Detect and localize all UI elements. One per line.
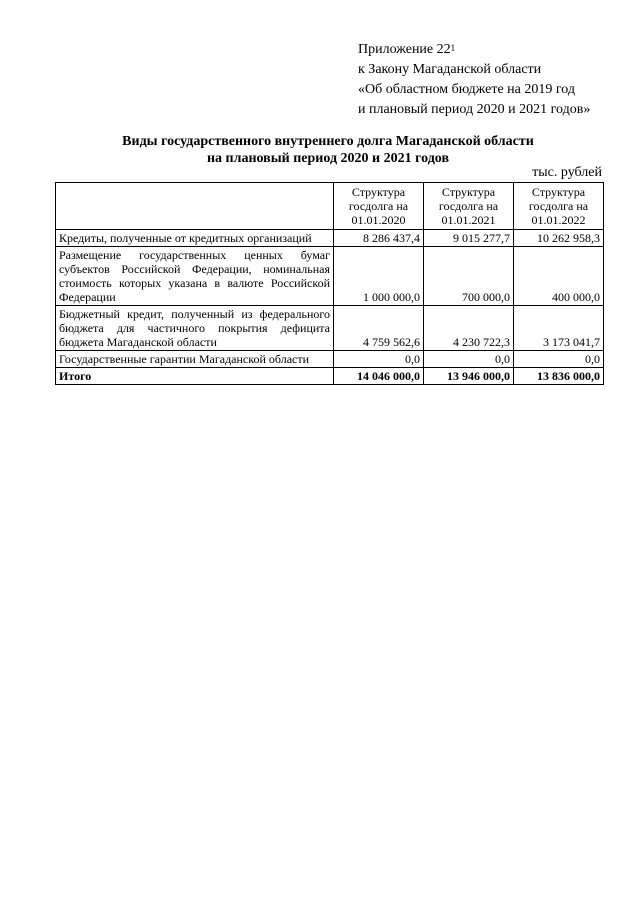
row-value-2022: 400 000,0 xyxy=(514,247,604,306)
appendix-superscript: 1 xyxy=(450,43,456,53)
header-2021: Структура госдолга на 01.01.2021 xyxy=(424,183,514,230)
appendix-line-2: к Закону Магаданской области xyxy=(358,62,542,77)
header-name xyxy=(56,183,334,230)
debt-table xyxy=(55,182,604,385)
row-value-2022: 10 262 958,3 xyxy=(514,230,604,247)
header-2022: Структура госдолга на 01.01.2022 xyxy=(514,183,604,230)
document-title xyxy=(56,133,600,167)
row-value-2020: 4 759 562,6 xyxy=(334,306,424,351)
row-name: Бюджетный кредит, полученный из федерального бюджета для частичного покрытия дефицита бюджета Магаданской области xyxy=(56,306,334,351)
table-row xyxy=(56,306,604,351)
row-value-2020: 8 286 437,4 xyxy=(334,230,424,247)
total-label: Итого xyxy=(56,368,334,385)
title-line-2: на плановый период 2020 и 2021 годов xyxy=(206,151,450,166)
table-row xyxy=(56,351,604,368)
table-header-row xyxy=(56,183,604,230)
appendix-line-3: «Об областном бюджете на 2019 год xyxy=(358,82,575,97)
row-value-2021: 9 015 277,7 xyxy=(424,230,514,247)
appendix-line-1: Приложение $22^1$ xyxy=(358,42,456,57)
table-total-row xyxy=(56,368,604,385)
unit-label: тыс. рублей xyxy=(532,165,602,180)
row-value-2021: 700 000,0 xyxy=(424,247,514,306)
row-name: Кредиты, полученные от кредитных организаций xyxy=(56,230,334,247)
row-value-2022: 3 173 041,7 xyxy=(514,306,604,351)
row-value-2020: 1 000 000,0 xyxy=(334,247,424,306)
table-row xyxy=(56,230,604,247)
title-line-1: Виды государственного внутреннего долга Магаданской области xyxy=(122,134,534,149)
row-name: Государственные гарантии Магаданской области xyxy=(56,351,334,368)
row-value-2022: 0,0 xyxy=(514,351,604,368)
row-name: Размещение государственных ценных бумаг субъектов Российской Федерации, номинальная стоимость которых указана в валюте Российской Федерации xyxy=(56,247,334,306)
row-value-2021: 0,0 xyxy=(424,351,514,368)
row-value-2021: 4 230 722,3 xyxy=(424,306,514,351)
total-value-2021: 13 946 000,0 xyxy=(424,368,514,385)
total-value-2022: 13 836 000,0 xyxy=(514,368,604,385)
table-row xyxy=(56,247,604,306)
total-value-2020: 14 046 000,0 xyxy=(334,368,424,385)
appendix-block xyxy=(358,40,590,120)
header-2020: Структура госдолга на 01.01.2020 xyxy=(334,183,424,230)
appendix-line-4: и плановый период 2020 и 2021 годов» xyxy=(358,102,591,117)
row-value-2020: 0,0 xyxy=(334,351,424,368)
